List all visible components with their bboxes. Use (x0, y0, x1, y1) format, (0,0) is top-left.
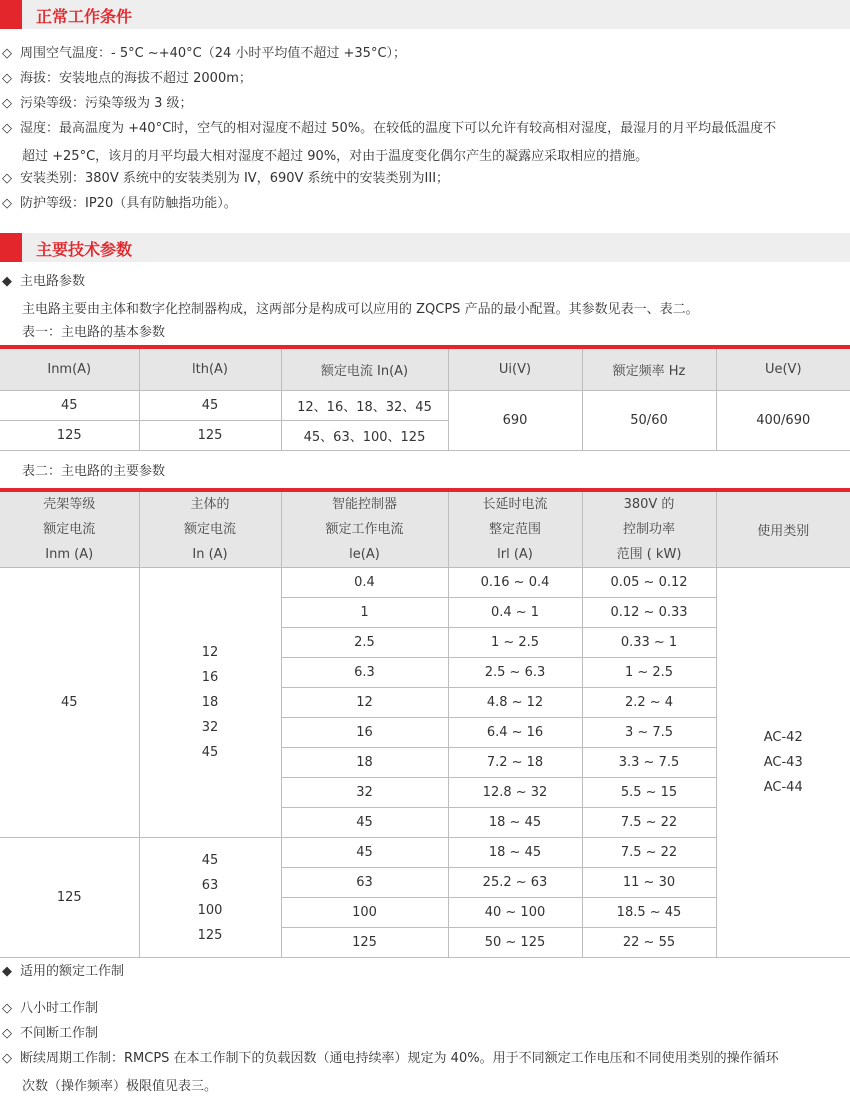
section-title: 正常工作条件 (36, 7, 133, 26)
cell-long-delay-range: 0.16 ~ 0.4 (448, 568, 582, 598)
section-header-params (0, 233, 850, 262)
cell-long-delay-range: 25.2 ~ 63 (448, 868, 582, 898)
cell-frame-current: 45 (0, 568, 139, 838)
duty-item: ◇ 八小时工作制 (2, 1001, 99, 1016)
condition-item: ◇ 湿度：最高温度为 +40°C时，空气的相对湿度不超过 50%。在较低的温度下可以允许有较高相对湿度，最湿月的月平均最低温度不 (2, 121, 777, 136)
main-circuit-heading: ◆ 主电路参数 (2, 274, 86, 289)
cell-long-delay-range: 4.8 ~ 12 (448, 688, 582, 718)
cell-long-delay-range: 0.4 ~ 1 (448, 598, 582, 628)
cell-control-power: 7.5 ~ 22 (582, 838, 716, 868)
cell-control-power: 0.12 ~ 0.33 (582, 598, 716, 628)
cell-control-power: 18.5 ~ 45 (582, 898, 716, 928)
body-current-value: 100 (197, 902, 223, 918)
condition-item: ◇ 周围空气温度：- 5°C ~+40°C（24 小时平均值不超过 +35°C）； (2, 46, 407, 61)
cell-long-delay-range: 7.2 ~ 18 (448, 748, 582, 778)
header-cell: 额定频率 Hz (582, 347, 716, 390)
section-title: 主要技术参数 (36, 240, 133, 259)
table1-caption: 表一：主电路的基本参数 (22, 325, 166, 340)
cell-control-power: 1 ~ 2.5 (582, 658, 716, 688)
cell-frame-current: 125 (0, 838, 139, 958)
cell-ith: 125 (139, 420, 281, 450)
cell-control-power: 11 ~ 30 (582, 868, 716, 898)
cell-controller-current: 32 (281, 778, 448, 808)
condition-item: ◇ 海拔：安装地点的海拔不超过 2000m； (2, 71, 252, 86)
usage-category-value: AC-44 (763, 780, 803, 795)
condition-item: ◇ 安装类别：380V 系统中的安装类别为 IV，690V 系统中的安装类别为III； (2, 171, 450, 186)
header-cell-long-delay-range: 长延时电流 整定范围 lrl (A) (448, 490, 582, 568)
table-main-circuit-params (0, 488, 850, 958)
hollow-diamond-icon: ◇ (2, 46, 12, 61)
hollow-diamond-icon: ◇ (2, 121, 12, 136)
header-cell-controller-current: 智能控制器 额定工作电流 le(A) (281, 490, 448, 568)
cell-frequency: 50/60 (582, 390, 716, 450)
cell-body-current-list (139, 838, 281, 958)
usage-category-value: AC-42 (763, 730, 803, 745)
cell-control-power: 0.05 ~ 0.12 (582, 568, 716, 598)
cell-controller-current: 12 (281, 688, 448, 718)
cell-ith: 45 (139, 390, 281, 420)
usage-category-value: AC-43 (763, 755, 803, 770)
header-cell-control-power: 380V 的 控制功率 范围 ( kW) (582, 490, 716, 568)
cell-long-delay-range: 12.8 ~ 32 (448, 778, 582, 808)
header-cell-frame-current: 壳架等级 额定电流 Inm (A) (0, 490, 139, 568)
body-current-value: 45 (201, 745, 219, 760)
cell-long-delay-range: 40 ~ 100 (448, 898, 582, 928)
solid-diamond-icon: ◆ (2, 964, 12, 979)
cell-controller-current: 2.5 (281, 628, 448, 658)
cell-long-delay-range: 18 ~ 45 (448, 808, 582, 838)
header-cell-usage-category: 使用类别 (716, 490, 850, 568)
cell-ui: 690 (448, 390, 582, 450)
table-row (0, 390, 850, 420)
body-current-value: 32 (201, 720, 219, 735)
header-cell: Ui(V) (448, 347, 582, 390)
cell-controller-current: 18 (281, 748, 448, 778)
cell-inm: 125 (0, 420, 139, 450)
condition-item-continued: 超过 +25°C，该月的月平均最大相对湿度不超过 90%，对由于温度变化偶尔产生的凝露应采取相应的措施。 (22, 149, 649, 164)
hollow-diamond-icon: ◇ (2, 1026, 12, 1041)
header-cell: Inm(A) (0, 347, 139, 390)
cell-long-delay-range: 2.5 ~ 6.3 (448, 658, 582, 688)
cell-in: 45、63、100、125 (281, 420, 448, 450)
cell-controller-current: 45 (281, 838, 448, 868)
body-current-value: 12 (201, 645, 219, 660)
solid-diamond-icon: ◆ (2, 274, 12, 289)
body-current-value: 63 (201, 877, 219, 893)
cell-long-delay-range: 50 ~ 125 (448, 928, 582, 958)
body-current-value: 45 (201, 852, 219, 868)
condition-item: ◇ 防护等级：IP20（具有防触指功能）。 (2, 196, 237, 211)
duty-heading: ◆ 适用的额定工作制 (2, 964, 125, 979)
section-marker (0, 0, 22, 29)
cell-inm: 45 (0, 390, 139, 420)
body-current-value: 125 (197, 927, 223, 943)
header-cell-body-current: 主体的 额定电流 In (A) (139, 490, 281, 568)
cell-controller-current: 16 (281, 718, 448, 748)
cell-control-power: 7.5 ~ 22 (582, 808, 716, 838)
section-header-conditions (0, 0, 850, 29)
section-marker (0, 233, 22, 262)
hollow-diamond-icon: ◇ (2, 171, 12, 186)
table-header-row (0, 347, 850, 390)
table-main-circuit-basic (0, 345, 850, 451)
cell-controller-current: 125 (281, 928, 448, 958)
hollow-diamond-icon: ◇ (2, 196, 12, 211)
duty-item: ◇ 不间断工作制 (2, 1026, 99, 1041)
hollow-diamond-icon: ◇ (2, 96, 12, 111)
table-header-row (0, 490, 850, 568)
cell-long-delay-range: 6.4 ~ 16 (448, 718, 582, 748)
cell-long-delay-range: 1 ~ 2.5 (448, 628, 582, 658)
header-cell: lth(A) (139, 347, 281, 390)
body-current-value: 18 (201, 695, 219, 710)
hollow-diamond-icon: ◇ (2, 71, 12, 86)
cell-body-current-list (139, 568, 281, 838)
table2-caption: 表二：主电路的主要参数 (22, 464, 166, 479)
table-row (0, 568, 850, 598)
cell-controller-current: 45 (281, 808, 448, 838)
cell-control-power: 0.33 ~ 1 (582, 628, 716, 658)
cell-controller-current: 100 (281, 898, 448, 928)
hollow-diamond-icon: ◇ (2, 1051, 12, 1066)
cell-usage-category (716, 568, 850, 958)
cell-controller-current: 1 (281, 598, 448, 628)
body-current-value: 16 (201, 670, 219, 685)
header-cell: 额定电流 In(A) (281, 347, 448, 390)
cell-in: 12、16、18、32、45 (281, 390, 448, 420)
cell-long-delay-range: 18 ~ 45 (448, 838, 582, 868)
main-circuit-description: 主电路主要由主体和数字化控制器构成，这两部分是构成可以应用的 ZQCPS 产品的最小配置。其参数见表一、表二。 (22, 302, 699, 317)
cell-control-power: 3 ~ 7.5 (582, 718, 716, 748)
duty-item: ◇ 断续周期工作制：RMCPS 在本工作制下的负载因数（通电持续率）规定为 40%。用于不同额定工作电压和不同使用类别的操作循环 (2, 1051, 779, 1066)
condition-item: ◇ 污染等级：污染等级为 3 级； (2, 96, 193, 111)
cell-ue: 400/690 (716, 390, 850, 450)
duty-item-continued: 次数（操作频率）极限值见表三。 (22, 1079, 218, 1094)
cell-controller-current: 0.4 (281, 568, 448, 598)
cell-controller-current: 63 (281, 868, 448, 898)
cell-control-power: 3.3 ~ 7.5 (582, 748, 716, 778)
hollow-diamond-icon: ◇ (2, 1001, 12, 1016)
cell-control-power: 2.2 ~ 4 (582, 688, 716, 718)
header-cell: Ue(V) (716, 347, 850, 390)
cell-control-power: 22 ~ 55 (582, 928, 716, 958)
cell-controller-current: 6.3 (281, 658, 448, 688)
cell-control-power: 5.5 ~ 15 (582, 778, 716, 808)
